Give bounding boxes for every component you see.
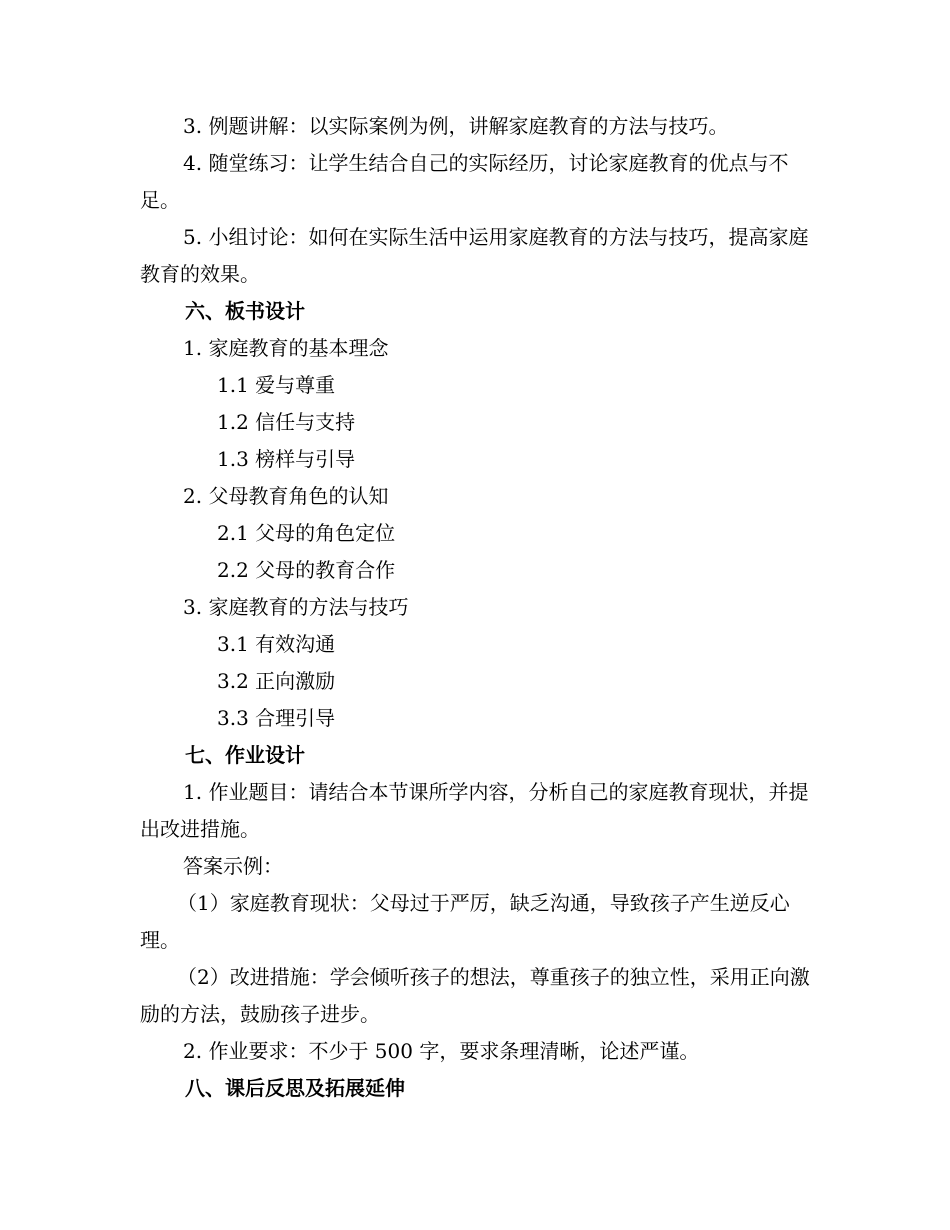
outline-item-1: 1. 家庭教育的基本理念 bbox=[183, 336, 389, 360]
outline-item-2: 2. 父母教育角色的认知 bbox=[183, 484, 389, 508]
outline-subitem-1-1: 1.1 爱与尊重 bbox=[217, 373, 336, 397]
homework-task-1: 1. 作业题目：请结合本节课所学内容，分析自己的家庭教育现状，并提出改进措施。 bbox=[140, 780, 809, 841]
outline-subitem-1-3: 1.3 榜样与引导 bbox=[217, 447, 356, 471]
paragraph-5: 5. 小组讨论：如何在实际生活中运用家庭教育的方法与技巧，提高家庭教育的效果。 bbox=[140, 225, 809, 286]
section-heading-6: 六、板书设计 bbox=[185, 299, 305, 323]
answer-example-1: （1）家庭教育现状：父母过于严厉，缺乏沟通，导致孩子产生逆反心理。 bbox=[140, 891, 790, 952]
section-heading-7: 七、作业设计 bbox=[185, 743, 305, 767]
outline-subitem-3-3: 3.3 合理引导 bbox=[217, 706, 336, 730]
homework-task-2: 2. 作业要求：不少于 500 字，要求条理清晰，论述严谨。 bbox=[183, 1039, 700, 1063]
outline-item-3: 3. 家庭教育的方法与技巧 bbox=[183, 595, 409, 619]
outline-subitem-3-1: 3.1 有效沟通 bbox=[217, 632, 336, 656]
outline-subitem-1-2: 1.2 信任与支持 bbox=[217, 410, 356, 434]
outline-subitem-3-2: 3.2 正向激励 bbox=[217, 669, 336, 693]
paragraph-3: 3. 例题讲解：以实际案例为例，讲解家庭教育的方法与技巧。 bbox=[183, 114, 729, 138]
answer-example-2: （2）改进措施：学会倾听孩子的想法，尊重孩子的独立性，采用正向激励的方法，鼓励孩子进步。 bbox=[140, 965, 810, 1026]
outline-subitem-2-2: 2.2 父母的教育合作 bbox=[217, 558, 396, 582]
document-content bbox=[140, 108, 812, 1107]
paragraph-4: 4. 随堂练习：让学生结合自己的实际经历，讨论家庭教育的优点与不足。 bbox=[140, 151, 789, 212]
outline-subitem-2-1: 2.1 父母的角色定位 bbox=[217, 521, 396, 545]
section-heading-8: 八、课后反思及拓展延伸 bbox=[185, 1076, 405, 1100]
answer-example-label: 答案示例： bbox=[183, 854, 283, 878]
